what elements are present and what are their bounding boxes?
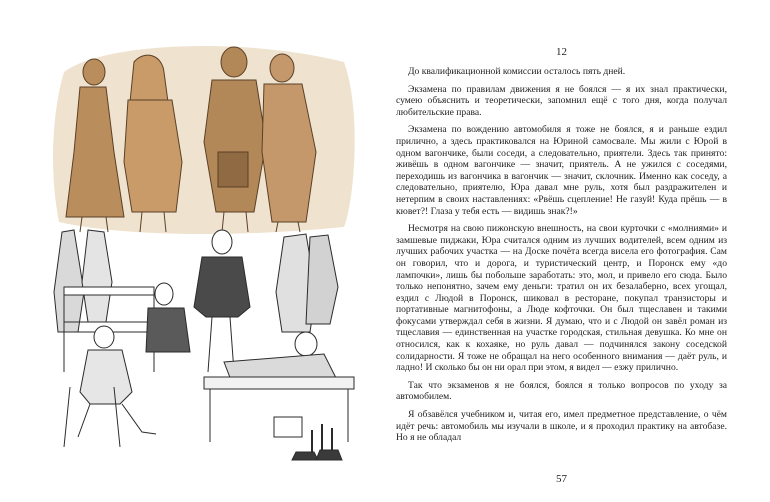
sepia-scene-top [53,46,355,234]
paragraph: Экзамена по вождению автомобиля я тоже не боялся, я и раньше ездил прилично, а здесь практиковался на Юриной самосвале. Мы жили с Юрой в одном вагончике, были соседи, а следовательно, приятели. Здесь так принято: живёшь в одном вагончике — значит, приятель. А не ужился с соседями, переходишь из вагончика в вагончик — значит, склочник. Именно как соседу, а следовательно, приятелю, Юра давал мне руль, хотя был раздражителен и нетерпим в своих наставлениях: «Рвёшь сцепление! Не газуй! Куда прёшь — в кювет?! Глаза у тебя есть — видишь знак?!» [396,124,727,217]
paragraph: Несмотря на свою пижонскую внешность, на свои курточки с «молниями» и замшевые пиджаки, Юра считался одним из лучших водителей, всем одним из лучших рабочих участка — на Доске почёта всегда висела его фотография. Сам он говорил, что и дорога, и туристический центр, и Поронск ему «до лампочки», лишь бы побольше заработать: это, мол, и привело его сюда. Было только непонятно, зачем ему деньги: тратил он их безалаберно, всех угощал, ездил с Людой в Поронск, шиковал в ресторане, покупал транзисторы и портативные магнитофоны, а Люде кофточки. Он был тщеславен и такими фокусами утверждал себя в жизни. Я думаю, что и с Людой он завёл роман из тщеславия — единственная на участке городская, стильная девушка. Ко мне он относился, как к кохаяке, но руль давал — подчинялся закону соседской солидарности. Я тоже не обращал на него особенного внимания — даёт руль, и ладно! И сколько бы он ни орал при этом, я видел — езжу прилично. [396,223,727,374]
paragraph: Экзамена по правилам движения я не боялся — я их знал практически, сумею объяснить и теоретически, запомнил ещё с того дня, когда получал любительские права. [396,83,727,118]
paragraph: Я обзавёлся учебником и, читая его, имел предметное представление, о чём идёт речь: автомобиль мы изучали в школе, и я проходил практику на автобазе. Но я не обладал [396,409,727,444]
pencil-scene-bottom [54,230,354,460]
paragraph: До квалификационной комиссии осталось пять дней. [408,66,626,77]
body-text [396,66,727,450]
paragraph: Так что экзаменов я не боялся, боялся я только вопросов по уходу за автомобилем. [396,379,727,403]
chapter-number: 12 [556,46,567,58]
illustration [44,32,362,468]
page-number: 57 [556,473,567,485]
illustration-drawing [44,32,362,468]
